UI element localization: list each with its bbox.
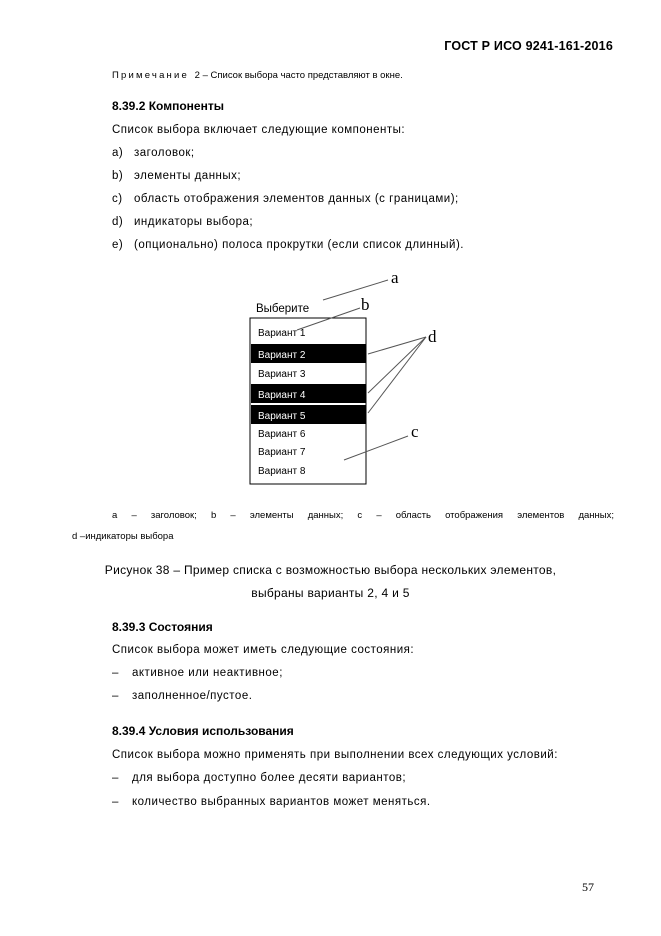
list-item-text: элементы данных;: [134, 170, 242, 182]
option-label: Вариант 8: [258, 466, 306, 477]
option-label: Вариант 7: [258, 447, 306, 458]
list-title: Выберите: [256, 303, 310, 315]
list-item: [112, 667, 283, 679]
heading-8-39-4: 8.39.4 Условия использования: [112, 724, 294, 738]
usage-intro: Список выбора можно применять при выполнении всех следующих условий:: [112, 749, 558, 761]
list-item: [112, 772, 406, 784]
leader-line-d: [368, 337, 426, 413]
list-marker: –: [112, 772, 119, 784]
list-item-text: заполненное/пустое.: [132, 690, 253, 702]
list-marker: –: [112, 690, 119, 702]
list-item-text: индикаторы выбора;: [134, 216, 254, 228]
list-item-text: активное или неактивное;: [132, 667, 283, 679]
list-marker: e): [112, 239, 124, 251]
leader-line-a: [323, 280, 388, 300]
list-item: [112, 796, 431, 808]
list-marker: d): [112, 216, 124, 228]
option-label: Вариант 2: [258, 350, 306, 361]
heading-8-39-3: 8.39.3 Состояния: [112, 620, 213, 634]
components-intro: Список выбора включает следующие компоненты:: [112, 124, 406, 136]
list-marker: –: [112, 667, 119, 679]
option-label: Вариант 5: [258, 411, 306, 422]
option-label: Вариант 6: [258, 429, 306, 440]
option-label: Вариант 3: [258, 369, 306, 380]
list-item-text: для выбора доступно более десяти вариантов;: [132, 772, 407, 784]
callout-b: b: [361, 295, 370, 314]
list-marker: a): [112, 147, 124, 159]
option-label: Вариант 1: [258, 328, 306, 339]
heading-8-39-2: 8.39.2 Компоненты: [112, 99, 224, 113]
states-intro: Список выбора может иметь следующие состояния:: [112, 644, 415, 656]
standard-number: ГОСТ Р ИСО 9241-161-2016: [444, 39, 613, 53]
list-item-text: область отображения элементов данных (с границами);: [134, 193, 459, 205]
figure-caption-line-2: выбраны варианты 2, 4 и 5: [251, 586, 410, 600]
figure-legend-line-1: a – заголовок; b – элементы данных; c – область отображения элементов данных;: [112, 510, 614, 521]
page-number: 57: [582, 880, 594, 894]
list-marker: b): [112, 170, 124, 182]
list-marker: –: [112, 796, 119, 808]
list-item-text: (опционально) полоса прокрутки (если список длинный).: [134, 239, 464, 251]
figure-legend-line-2: d –индикаторы выбора: [72, 531, 174, 542]
note-number: 2: [194, 70, 200, 81]
list-item: [112, 690, 252, 702]
list-item-text: количество выбранных вариантов может меняться.: [132, 796, 431, 808]
note-lead: Примечание: [112, 70, 189, 81]
callout-a: a: [391, 268, 399, 287]
figure-caption-line-1: Рисунок 38 – Пример списка с возможностью выбора нескольких элементов,: [104, 563, 557, 577]
note-text: Список выбора часто представляют в окне.: [210, 70, 403, 81]
list-marker: c): [112, 193, 123, 205]
callout-c: c: [411, 422, 419, 441]
note-dash: –: [202, 70, 208, 81]
callout-d: d: [428, 327, 437, 346]
option-label: Вариант 4: [258, 390, 306, 401]
list-item-text: заголовок;: [134, 147, 195, 159]
